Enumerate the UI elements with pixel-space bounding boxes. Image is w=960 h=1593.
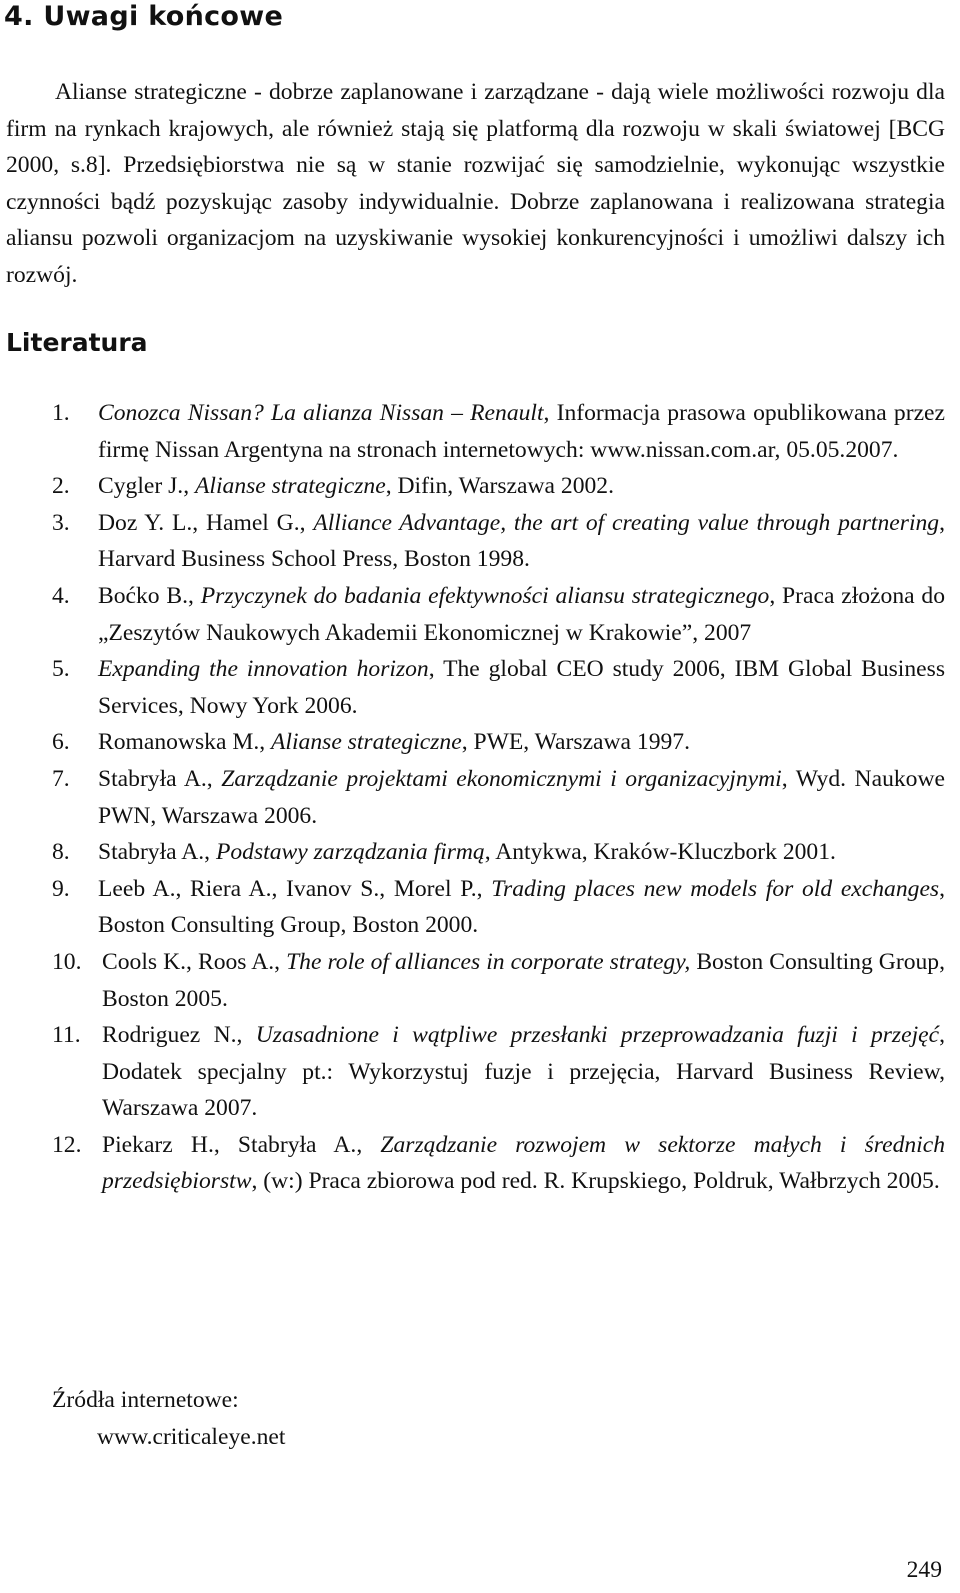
reference-details: , Antykwa, Kraków-Kluczbork 2001. bbox=[484, 839, 836, 866]
reference-text bbox=[102, 1017, 945, 1127]
reference-author: Rodriguez N., bbox=[102, 1022, 256, 1049]
reference-title: Alianse strategiczne bbox=[195, 473, 386, 500]
reference-item bbox=[52, 505, 945, 578]
reference-title: Podstawy zarządzania firmą bbox=[215, 839, 485, 866]
reference-details: , Harvard Business School Press, Boston 1998. bbox=[98, 509, 945, 573]
reference-title: The role of alliances in corporate strategy, bbox=[286, 948, 691, 975]
reference-item bbox=[52, 944, 945, 1017]
reference-number: 6. bbox=[52, 729, 70, 756]
reference-text bbox=[98, 724, 945, 761]
reference-author: Stabryła A., bbox=[98, 839, 216, 866]
reference-title: Zarządzanie rozwojem w sektorze małych i średnich przedsiębiorstw bbox=[102, 1131, 945, 1195]
reference-number: 11. bbox=[52, 1022, 81, 1049]
reference-author: Doz Y. L., Hamel G., bbox=[98, 509, 314, 536]
reference-text bbox=[102, 1127, 945, 1200]
references-list bbox=[52, 395, 945, 1200]
reference-title: Alianse strategiczne bbox=[271, 729, 462, 756]
internet-source-link[interactable]: www.criticaleye.net bbox=[97, 1424, 286, 1450]
reference-text bbox=[98, 505, 945, 578]
reference-details: , Wyd. Naukowe PWN, Warszawa 2006. bbox=[98, 765, 945, 829]
literature-heading: Literatura bbox=[6, 328, 148, 357]
reference-author: Piekarz H., Stabryła A., bbox=[102, 1131, 381, 1158]
reference-number: 4. bbox=[52, 582, 70, 609]
reference-author: Stabryła A., bbox=[98, 765, 222, 792]
reference-author: Boćko B., bbox=[98, 582, 201, 609]
reference-text bbox=[98, 651, 945, 724]
reference-item bbox=[52, 468, 945, 505]
reference-author: Cools K., Roos A., bbox=[102, 948, 287, 975]
page-number: 249 bbox=[906, 1557, 942, 1583]
reference-item bbox=[52, 834, 945, 871]
reference-text bbox=[98, 834, 945, 871]
reference-title: Trading places new models for old exchanges bbox=[491, 875, 940, 902]
reference-number: 1. bbox=[52, 400, 70, 426]
reference-text bbox=[102, 944, 945, 1017]
reference-title: Uzasadnione i wątpliwe przesłanki przeprowadzania fuzji i przejęć bbox=[255, 1022, 940, 1049]
reference-author: Leeb A., Riera A., Ivanov S., Morel P., bbox=[98, 875, 492, 902]
reference-author: Cygler J., bbox=[98, 473, 195, 500]
reference-item bbox=[52, 761, 945, 834]
reference-text bbox=[98, 468, 945, 505]
reference-number: 8. bbox=[52, 839, 70, 866]
reference-number: 2. bbox=[52, 473, 70, 500]
reference-title: Expanding the innovation horizon bbox=[98, 656, 429, 683]
reference-item bbox=[52, 651, 945, 724]
reference-details: , Dodatek specjalny pt.: Wykorzystuj fuzje i przejęcia, Harvard Business Review, Warszawa 2007. bbox=[102, 1022, 945, 1122]
reference-title: Przyczynek do badania efektywności aliansu strategicznego bbox=[200, 582, 770, 609]
reference-text bbox=[98, 871, 945, 944]
reference-number: 5. bbox=[52, 656, 70, 683]
reference-details: , Difin, Warszawa 2002. bbox=[385, 473, 614, 500]
reference-item bbox=[52, 724, 945, 761]
reference-title: Alliance Advantage, the art of creating value through partnering bbox=[313, 509, 940, 536]
reference-number: 12. bbox=[52, 1131, 82, 1158]
reference-details: , Boston Consulting Group, Boston 2000. bbox=[98, 875, 945, 939]
reference-text bbox=[98, 761, 945, 834]
reference-number: 10. bbox=[52, 948, 82, 975]
reference-number: 3. bbox=[52, 509, 70, 536]
reference-details: , Praca złożona do „Zeszytów Naukowych Akademii Ekonomicznej w Krakowie”, 2007 bbox=[98, 582, 945, 646]
body-paragraph: Alianse strategiczne - dobrze zaplanowane i zarządzane - dają wiele możliwości rozwoju dla firm na rynkach krajowych, ale również stają się platformą dla rozwoju w skali światowej [BCG 2000, s.8]. Przedsiębiorstwa nie są w stanie rozwijać się samodzielnie, wykonując wszystkie czynności bądź pozyskując zasoby indywidualnie. Dobrze zaplanowana i realizowana strategia aliansu pozwoli organizacjom na uzyskiwanie wysokiej konkurencyjności i umożliwi dalszy ich rozwój. bbox=[6, 79, 945, 288]
internet-sources-label: Źródła internetowe: bbox=[52, 1387, 239, 1413]
reference-item bbox=[52, 578, 945, 651]
reference-text bbox=[98, 578, 945, 651]
reference-item bbox=[52, 395, 945, 468]
reference-item bbox=[52, 1017, 945, 1127]
reference-details: , (w:) Praca zbiorowa pod red. R. Krupskiego, Poldruk, Wałbrzych 2005. bbox=[251, 1168, 940, 1195]
reference-number: 7. bbox=[52, 765, 70, 792]
reference-text bbox=[98, 395, 945, 468]
reference-author: Romanowska M., bbox=[98, 729, 272, 756]
reference-item bbox=[52, 871, 945, 944]
section-heading: 4. Uwagi końcowe bbox=[4, 1, 284, 32]
reference-details: Boston Consulting Group, Boston 2005. bbox=[102, 948, 945, 1012]
reference-title: Zarządzanie projektami ekonomicznymi i organizacyjnymi bbox=[221, 765, 782, 792]
reference-details: , PWE, Warszawa 1997. bbox=[461, 729, 691, 756]
reference-number: 9. bbox=[52, 875, 70, 902]
reference-details: , Informacja prasowa opublikowana przez firmę Nissan Argentyna na stronach internetowych: www.nissan.com.ar, 05.05.2007. bbox=[98, 400, 945, 463]
reference-title: Conozca Nissan? La alianza Nissan – Renault bbox=[98, 400, 544, 426]
reference-item bbox=[52, 1127, 945, 1200]
reference-details: , The global CEO study 2006, IBM Global Business Services, Nowy York 2006. bbox=[98, 656, 945, 719]
